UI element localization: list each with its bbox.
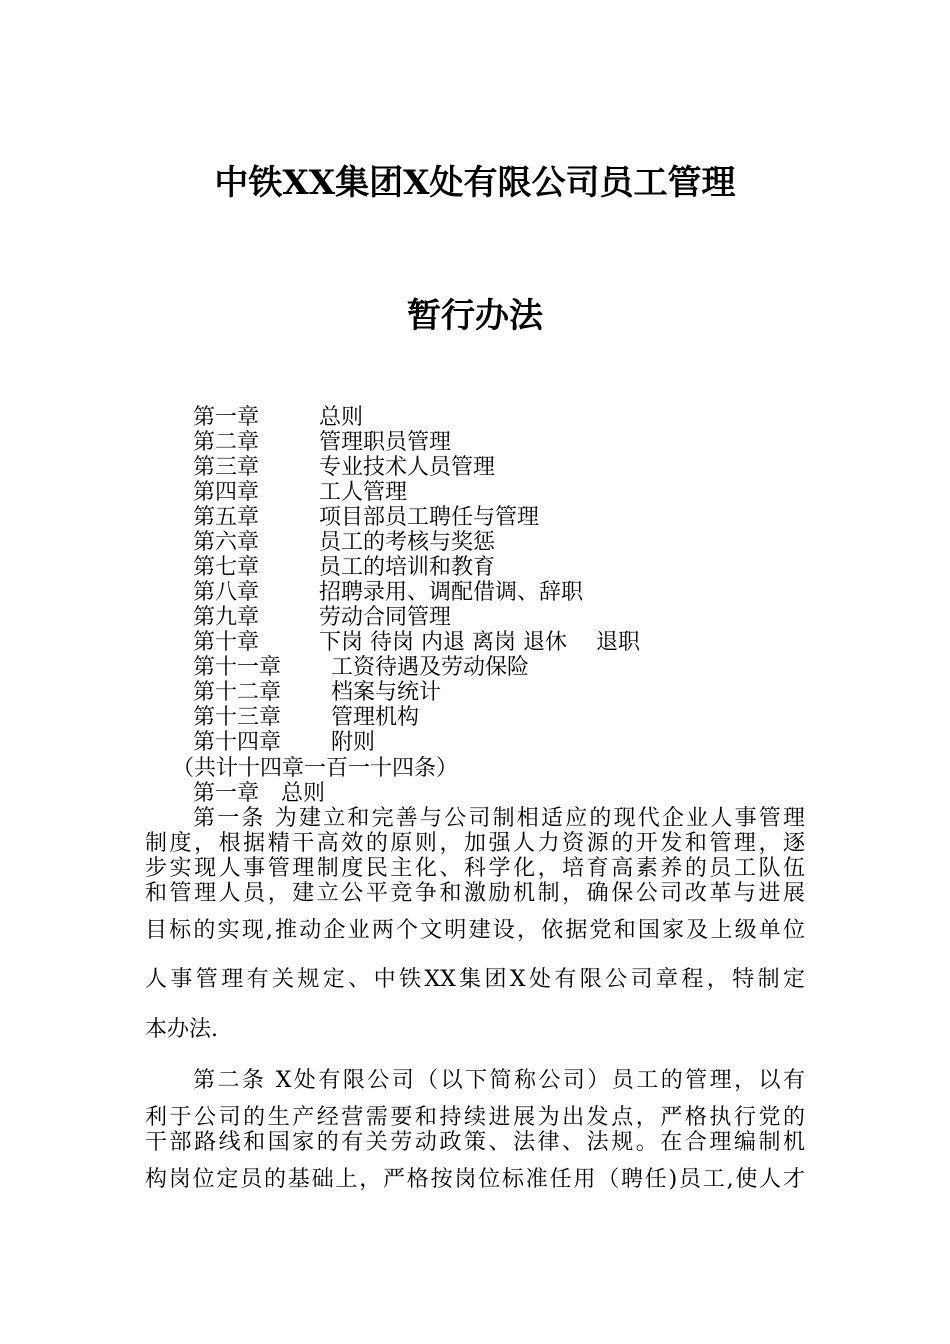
body-line: 构岗位定员的基础上，严格按岗位标准任用（聘任)员工,使人才 <box>145 1167 805 1192</box>
toc-chapter: 第三章 <box>193 455 260 480</box>
toc-title: 总则 <box>319 405 364 430</box>
toc-chapter: 第九章 <box>193 605 260 630</box>
toc-title: 管理机构 <box>331 705 420 730</box>
toc-title: 附则 <box>331 730 376 755</box>
toc-entry <box>193 555 640 580</box>
document-title-line1: 中铁XX集团X处有限公司员工管理 <box>214 163 736 203</box>
body-line: 目标的实现,推动企业两个文明建设，依据党和国家及上级单位 <box>145 918 805 943</box>
toc-title: 下岗 待岗 内退 离岗 退休 退职 <box>319 630 640 655</box>
toc-entry <box>193 455 640 480</box>
body-line: 步实现人事管理制度民主化、科学化，培育高素养的员工队伍 <box>145 856 805 881</box>
document-title-line2: 暂行办法 <box>407 296 543 336</box>
toc-chapter: 第五章 <box>193 505 260 530</box>
toc-entry <box>193 530 640 555</box>
body-line: 第二条 X处有限公司（以下简称公司）员工的管理，以有 <box>193 1068 805 1093</box>
body-line: 利于公司的生产经营需要和持续进展为出发点，严格执行党的 <box>145 1105 805 1130</box>
toc-entry <box>193 505 640 530</box>
body-line: 本办法. <box>145 1017 218 1042</box>
toc-title: 劳动合同管理 <box>319 605 452 630</box>
toc-chapter: 第一章 <box>193 405 260 430</box>
section-heading: 第一章 总则 <box>193 781 326 806</box>
toc-entry <box>193 605 640 630</box>
toc-entry <box>193 730 640 755</box>
body-line: 制度，根据精干高效的原则，加强人力资源的开发和管理，逐 <box>145 831 805 856</box>
body-line: 干部路线和国家的有关劳动政策、法律、法规。在合理编制机 <box>145 1130 805 1155</box>
toc-title: 专业技术人员管理 <box>319 455 496 480</box>
body-line: 第一条 为建立和完善与公司制相适应的现代企业人事管理 <box>193 806 805 831</box>
toc-entry <box>193 655 640 680</box>
toc-entry <box>193 680 640 705</box>
toc-entry <box>193 580 640 605</box>
toc-title: 招聘录用、调配借调、辞职 <box>319 580 584 605</box>
toc-title: 项目部员工聘任与管理 <box>319 505 540 530</box>
toc-chapter: 第十一章 <box>193 655 282 680</box>
toc-entry <box>193 430 640 455</box>
toc-chapter: 第七章 <box>193 555 260 580</box>
toc-entry <box>193 630 640 655</box>
table-of-contents <box>193 405 640 755</box>
toc-chapter: 第十三章 <box>193 705 282 730</box>
toc-title: 档案与统计 <box>331 680 442 705</box>
toc-title: 员工的考核与奖惩 <box>319 530 496 555</box>
toc-title: 员工的培训和教育 <box>319 555 496 580</box>
toc-chapter: 第十四章 <box>193 730 282 755</box>
body-line: 和管理人员，建立公平竞争和激励机制，确保公司改革与进展 <box>145 881 805 906</box>
toc-entry <box>193 405 640 430</box>
toc-chapter: 第十二章 <box>193 680 282 705</box>
toc-title: 管理职员管理 <box>319 430 452 455</box>
toc-chapter: 第二章 <box>193 430 260 455</box>
toc-entry <box>193 480 640 505</box>
body-line: 人事管理有关规定、中铁XX集团X处有限公司章程，特制定 <box>145 967 805 992</box>
toc-chapter: 第六章 <box>193 530 260 555</box>
toc-title: 工资待遇及劳动保险 <box>331 655 530 680</box>
toc-chapter: 第八章 <box>193 580 260 605</box>
toc-chapter: 第四章 <box>193 480 260 505</box>
toc-title: 工人管理 <box>319 480 408 505</box>
toc-chapter: 第十章 <box>193 630 260 655</box>
toc-entry <box>193 705 640 730</box>
toc-summary: （共计十四章一百一十四条） <box>172 756 459 781</box>
